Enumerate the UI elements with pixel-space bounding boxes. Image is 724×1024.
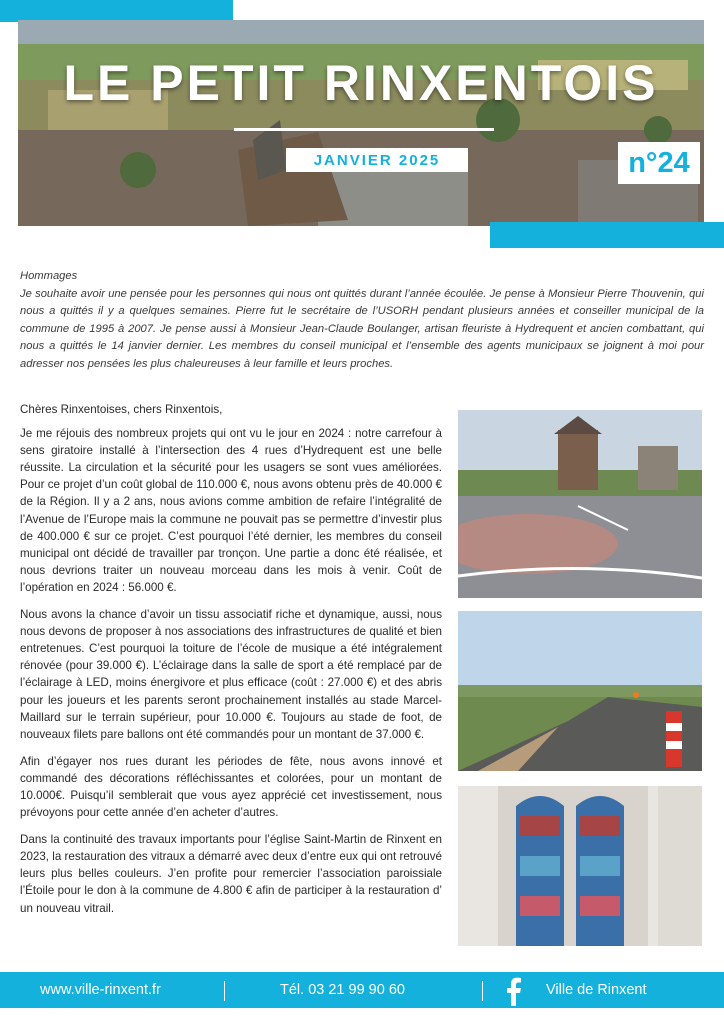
tribute-heading: Hommages — [20, 270, 78, 282]
header-aerial-photo — [18, 20, 704, 226]
mayor-letter — [20, 401, 442, 927]
newsletter-title: LE PETIT RINXENTOIS — [63, 55, 659, 111]
footer-separator — [224, 981, 225, 1001]
footer-separator — [482, 981, 483, 1001]
letter-paragraph: Dans la continuité des travaux importants pour l’église Saint-Martin de Rinxent en 2023, la restauration des vitraux a démarré avec deux d’entre eux qui ont retrouvé leurs plus belles couleurs. J’en profite pour remercier l’association paroissiale l’Étoile pour le don à la commune de 4.800 € afin de participer à la restauration d’ un nouveau vitrail. — [20, 833, 442, 915]
letter-paragraph: Je me réjouis des nombreux projets qui ont vu le jour en 2024 : notre carrefour à sens giratoire installé à l’intersection des 4 rues d’Hydrequent est une belle réussite. La circulation et la sécurité pour les usagers se sont vues améliorées. Pour ce projet d’un coût global de 110.000 €, nous avons obtenu près de 40.000 € de la Région. Il y a 2 ans, nous avions comme ambition de refaire l’intégralité de l’Avenue de l’Europe mais la commune ne pouvait pas se permettre d’investir plus de 400.000 € sur ce projet. C’est pourquoi l’été dernier, les membres du conseil municipal ont décidé de travailler par tronçon. Une partie a donc été réalisée, et nous devrions traiter un nouveau morceau dans les mois à venir. Coût de l’opération en 2024 : 56.000 €. — [20, 427, 442, 594]
issue-number: n°24 — [628, 146, 690, 179]
issue-number-badge — [618, 142, 700, 184]
stained-glass-photo — [458, 786, 702, 946]
facebook-page-link[interactable]: Ville de Rinxent — [546, 982, 647, 998]
footer-bar — [0, 972, 724, 1008]
issue-date: JANVIER 2025 — [313, 151, 441, 169]
website-link[interactable]: www.ville-rinxent.fr — [40, 982, 161, 998]
facebook-icon[interactable] — [502, 976, 524, 1006]
roundabout-photo — [458, 410, 702, 598]
tribute-body: Je souhaite avoir une pensée pour les personnes qui nous ont quittés durant l’année écoulée. Je pense à Monsieur Pierre Thouvenin, qui nous a quittés il y a quelques semaines. Pierre fut le secrétaire de l’USORH pendant plusieurs années et conseiller municipal de la commune de 1995 à 2007. Je pense aussi à Monsieur Jean-Claude Boulanger, artisan fleuriste à Hydrequent et ancien combattant, qui nous a quittés le 14 janvier dernier. Les membres du conseil municipal et l’ensemble des agents municipaux se joignent à moi pour adresser nos pensées les plus chaleureuses à leur famille et leurs proches. — [20, 287, 704, 370]
header-accent-bar-bottom — [490, 222, 724, 248]
tribute-section — [20, 268, 704, 374]
road-works-photo — [458, 611, 702, 771]
header-accent-bar-top — [0, 0, 233, 22]
phone-number: Tél. 03 21 99 90 60 — [280, 982, 405, 998]
title-divider — [234, 128, 494, 131]
letter-paragraph: Afin d’égayer nos rues durant les périodes de fête, nous avons innové et commandé des décorations réfléchissantes et colorées, pour un montant de 10.000€. Puisqu’il semblerait que vous ayez apprécié cet investissement, nous prévoyons pour cette année d’en acheter d’autres. — [20, 754, 442, 820]
letter-salutation: Chères Rinxentoises, chers Rinxentois, — [20, 403, 223, 416]
letter-paragraph: Nous avons la chance d’avoir un tissu associatif riche et dynamique, aussi, nous nous devons de proposer à nos associations des infrastructures de qualité et bien entretenues. C’est pourquoi la toiture de l’école de musique a été intégralement rénovée (pour 39.000 €). L’éclairage dans la salle de sport a été remplacé par de l’éclairage à LED, moins énergivore et plus efficace (coût : 27.000 €) et des abris pour les joueurs et les parents seront prochainement installés au stade Marcel-Maillard sur le terrain supérieur, pour 10.000 €. Toujours au stade de foot, de nouveaux filets pare ballons ont été commandés pour un montant de 37.000 €. — [20, 608, 442, 741]
issue-date-badge — [286, 148, 468, 172]
